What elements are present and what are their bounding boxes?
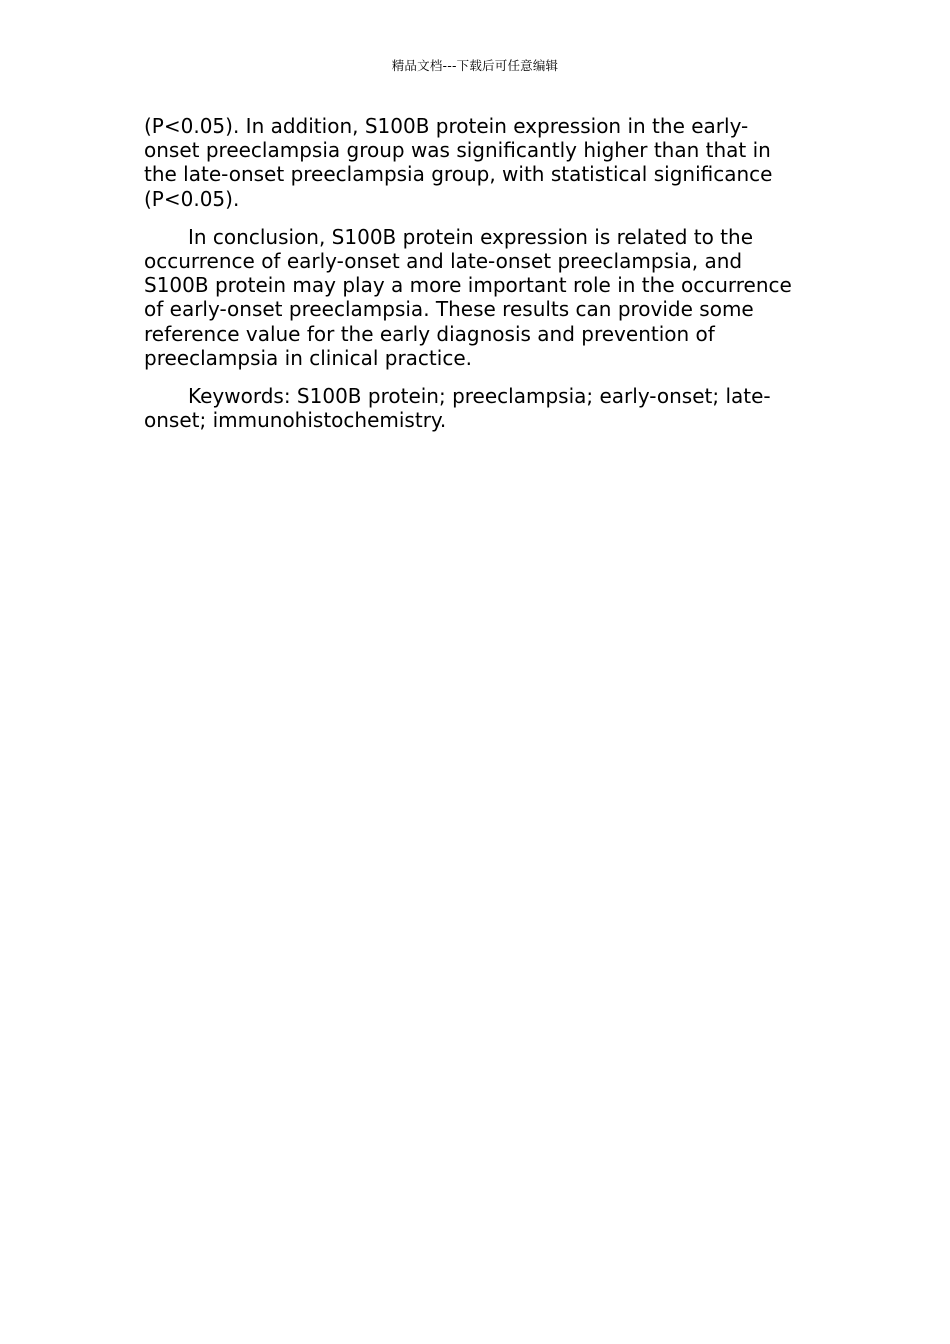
page-header: 精品文档---下载后可任意编辑 (391, 58, 559, 73)
paragraph-results-continuation: (P<0.05). In addition, S100B protein expression in the early-onset preeclampsia group was significantly higher than that in the late-onset preeclampsia group, with statistical significance (P<0.05). (144, 114, 773, 211)
document-body (144, 114, 804, 446)
paragraph-conclusion: In conclusion, S100B protein expression is related to the occurrence of early-onset and late-onset preeclampsia, and S100B protein may play a more important role in the occurrence of early-onset preeclampsia. These results can provide some reference value for the early diagnosis and prevention of preeclampsia in clinical practice. (144, 224, 792, 370)
paragraph-keywords: Keywords: S100B protein; preeclampsia; early-onset; late-onset; immunohistochemistry. (144, 384, 771, 433)
